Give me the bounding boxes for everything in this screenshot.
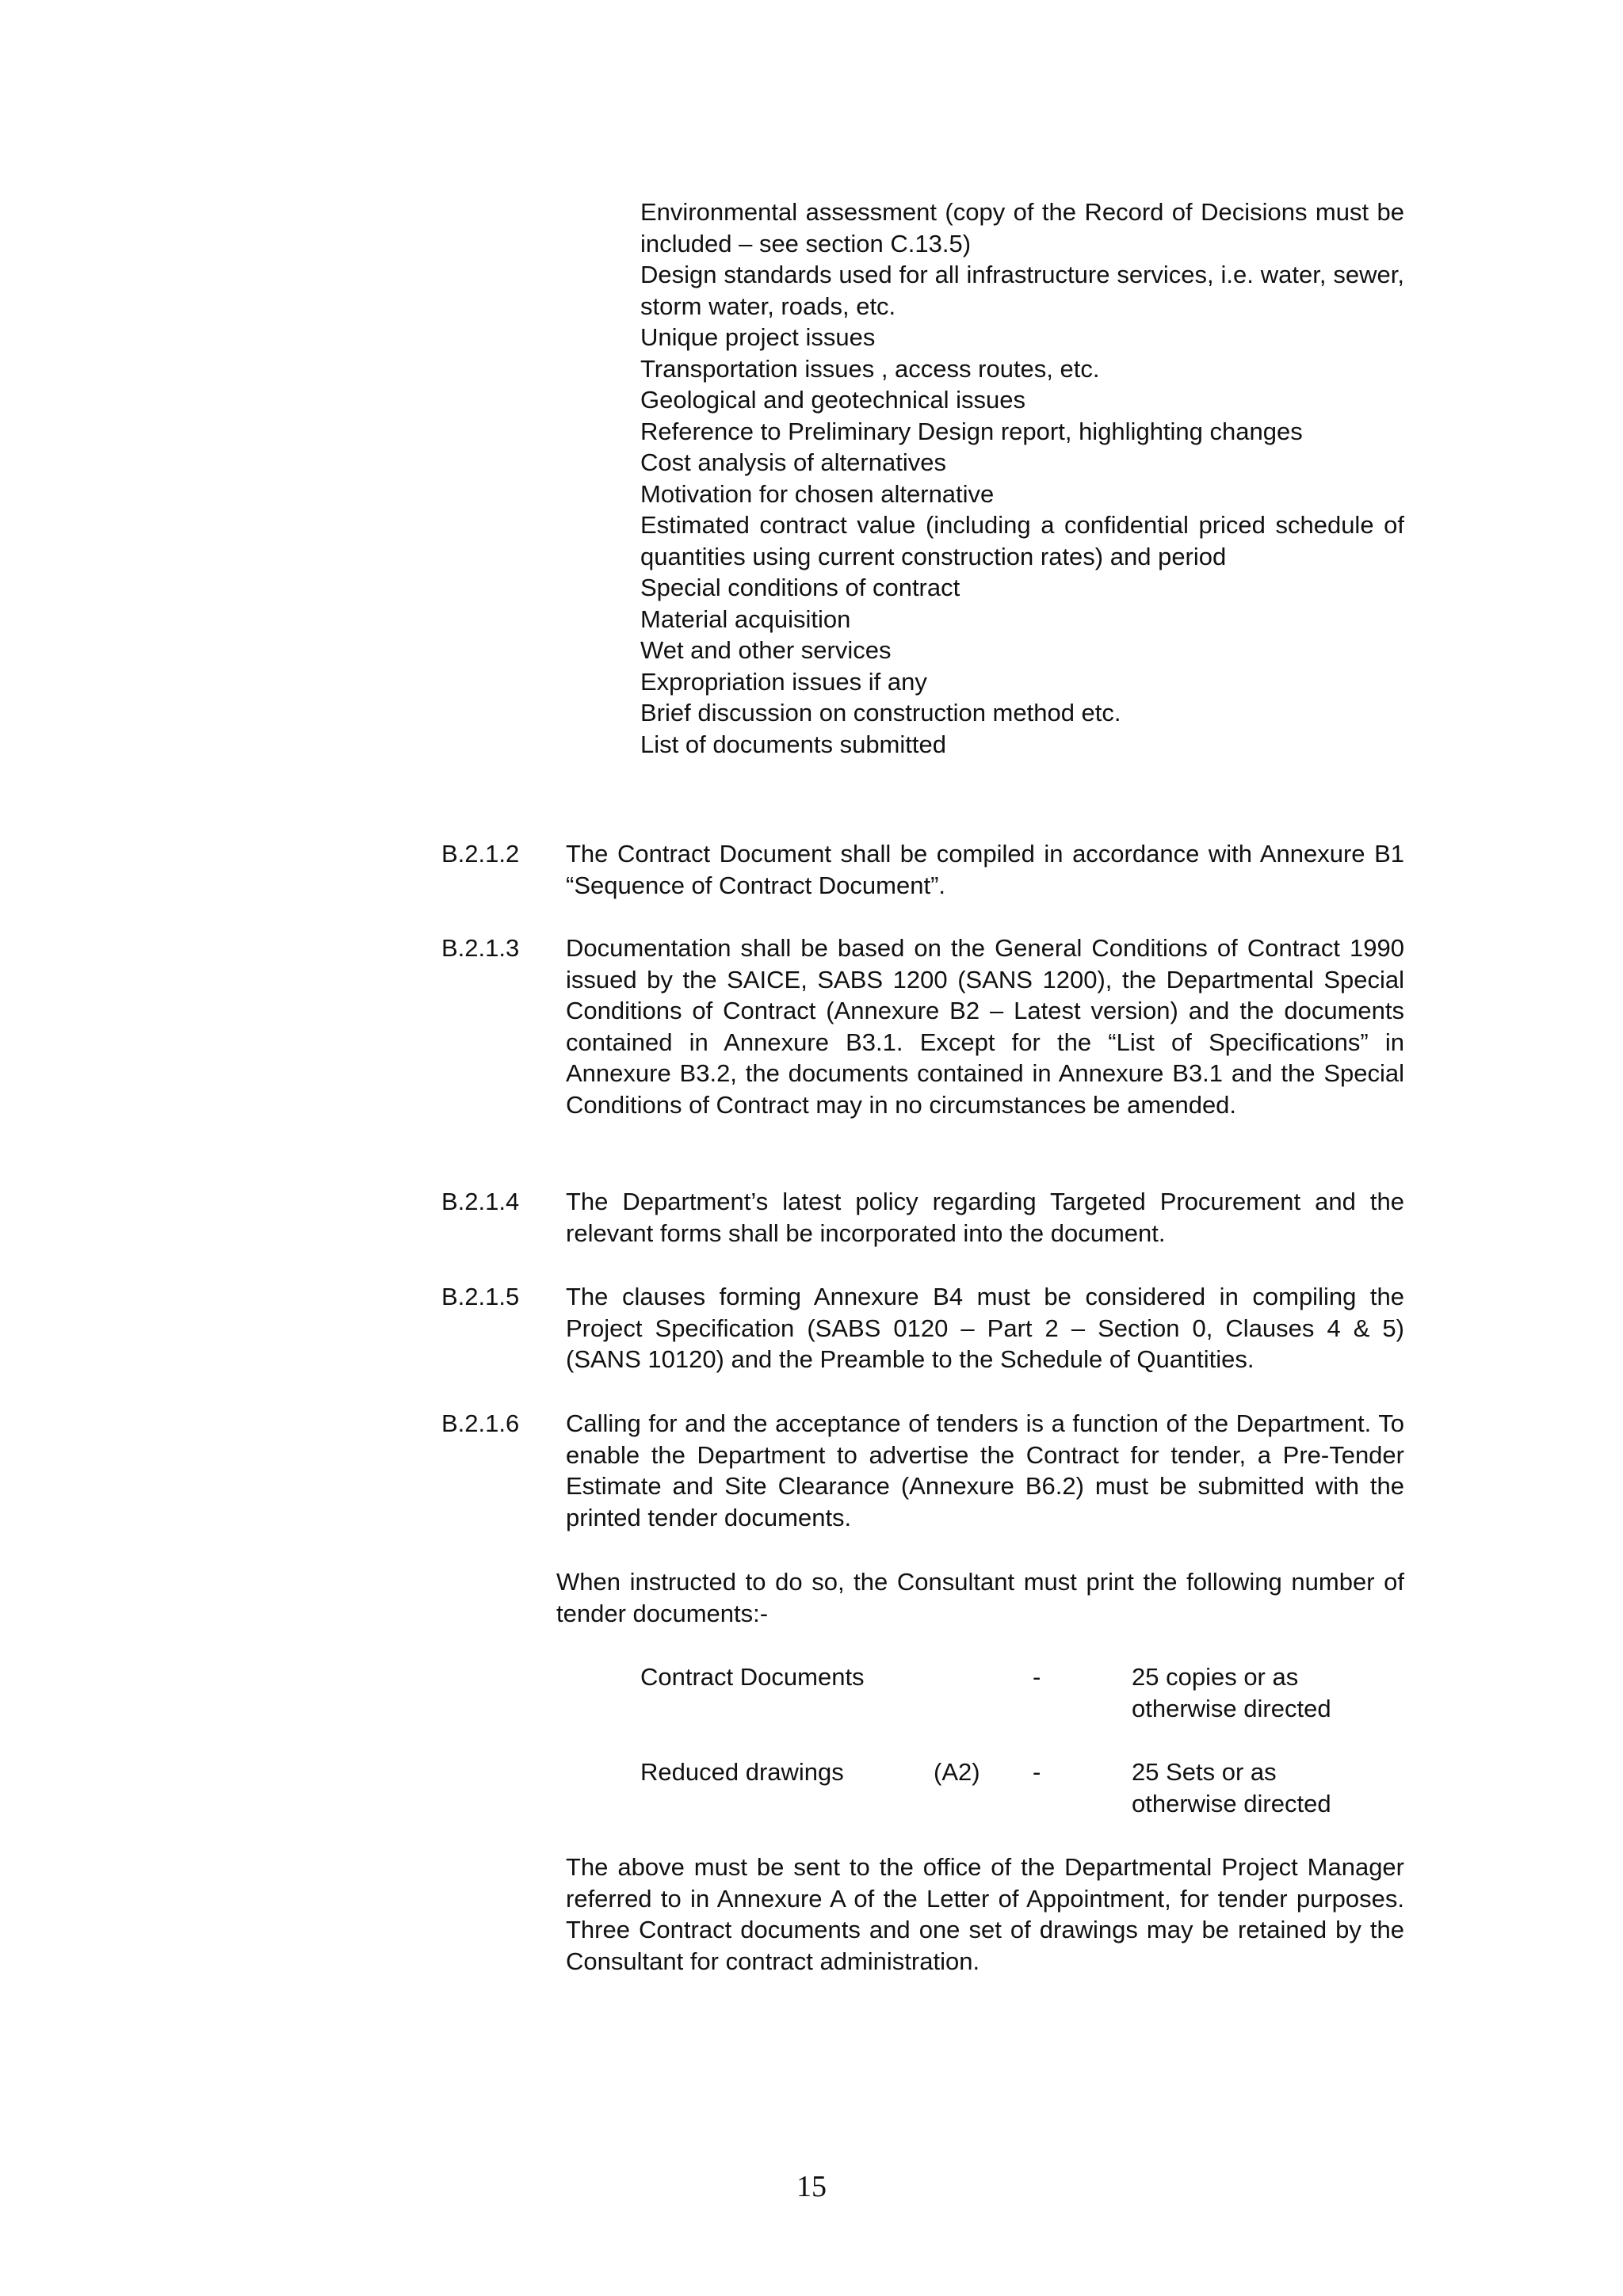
clause-b-2-1-6 (441, 1408, 1404, 1533)
clause-b-2-1-4 (441, 1186, 1404, 1249)
list-item: Material acquisition (640, 605, 851, 633)
document-quantity: 25 copies or as otherwise directed (1132, 1663, 1331, 1722)
clause-b-2-1-5 (441, 1281, 1404, 1375)
list-item: Geological and geotechnical issues (640, 386, 1025, 414)
document-size: (A2) (934, 1758, 980, 1786)
list-item: Cost analysis of alternatives (640, 448, 946, 476)
clause-number: B.2.1.2 (441, 840, 520, 868)
list-item: Reference to Preliminary Design report, highlighting changes (640, 417, 1303, 445)
list-item: Brief discussion on construction method etc. (640, 699, 1121, 727)
list-item: Expropriation issues if any (640, 667, 927, 696)
list-item: Transportation issues , access routes, etc. (640, 354, 1100, 383)
clause-text: Documentation shall be based on the General Conditions of Contract 1990 issued by the SAICE, SABS 1200 (SANS 1200), the Departmental Special Conditions of Contract (Annexure B2 – Latest version) and the documents contained in Annexure B3.1. Except for the “List of Specifications” in Annexure B3.2, the documents contained in Annexure B3.1 and the Special Conditions of Contract may in no circumstances be amended. (566, 934, 1404, 1119)
list-item: Special conditions of contract (640, 574, 960, 601)
clause-b-2-1-2 (441, 838, 1404, 901)
list-item: Motivation for chosen alternative (640, 479, 995, 508)
clause-number: B.2.1.3 (441, 934, 520, 962)
clause-text: The Department’s latest policy regarding Targeted Procurement and the relevant forms shall be incorporated into the document. (566, 1188, 1404, 1247)
clause-number: B.2.1.4 (441, 1188, 520, 1215)
document-dash: - (1033, 1663, 1041, 1691)
clause-b-2-1-3 (441, 933, 1404, 1120)
list-item: Design standards used for all infrastructure services, i.e. water, sewer, storm water, roads, etc. (640, 261, 1404, 320)
list-item: Estimated contract value (including a confidential priced schedule of quantities using current construction rates) and period (640, 511, 1404, 570)
clause-number: B.2.1.6 (441, 1409, 520, 1437)
submission-content-list (640, 196, 1404, 760)
document-quantity: 25 Sets or as otherwise directed (1132, 1758, 1331, 1817)
clause-text: The Contract Document shall be compiled in accordance with Annexure B1 “Sequence of Contract Document”. (566, 840, 1404, 899)
clause-text: Calling for and the acceptance of tenders is a function of the Department. To enable the Department to advertise the Contract for tender, a Pre-Tender Estimate and Site Clearance (Annexure B6.2) must be submitted with the printed tender documents. (566, 1409, 1404, 1531)
page-number: 15 (796, 2170, 827, 2203)
clause-text: The clauses forming Annexure B4 must be considered in compiling the Project Specification (SABS 0120 – Part 2 – Section 0, Clauses 4 & 5) (SANS 10120) and the Preamble to the Schedule of Quantities. (566, 1283, 1404, 1373)
document-item: Contract Documents (640, 1663, 865, 1691)
list-item: Unique project issues (640, 323, 876, 351)
clause-number: B.2.1.5 (441, 1283, 520, 1310)
closing-paragraph: The above must be sent to the office of the Departmental Project Manager referred to in Annexure A of the Letter of Appointment, for tender purposes. Three Contract documents and one set of drawings may be retained by the Consultant for contract administration. (566, 1853, 1404, 1975)
list-item: Wet and other services (640, 636, 892, 664)
print-instruction: When instructed to do so, the Consultant must print the following number of tender documents:- (556, 1568, 1404, 1627)
document-item: Reduced drawings (640, 1758, 844, 1786)
document-dash: - (1033, 1758, 1041, 1786)
list-item: List of documents submitted (640, 730, 946, 758)
list-item: Environmental assessment (copy of the Record of Decisions must be included – see section C.13.5) (640, 198, 1404, 257)
